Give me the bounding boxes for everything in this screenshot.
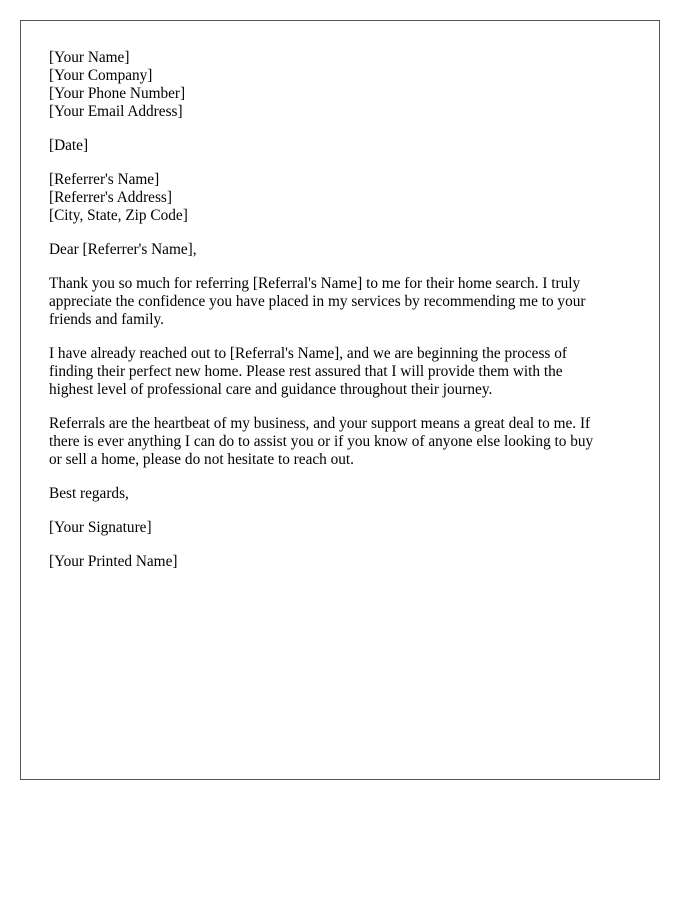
recipient-city-state-zip: [City, State, Zip Code] bbox=[49, 207, 188, 224]
closing-block bbox=[49, 485, 631, 503]
paragraph-line: appreciate the confidence you have placed in my services by recommending me to your bbox=[49, 293, 586, 310]
salutation-block bbox=[49, 241, 631, 259]
sender-name: [Your Name] bbox=[49, 49, 130, 66]
recipient-block bbox=[49, 171, 631, 225]
salutation: Dear [Referrer's Name], bbox=[49, 241, 197, 258]
body-paragraph-1 bbox=[49, 275, 631, 329]
body-paragraph-2 bbox=[49, 345, 631, 399]
paragraph-line: Thank you so much for referring [Referral's Name] to me for their home search. I truly bbox=[49, 275, 581, 292]
letter-date: [Date] bbox=[49, 137, 89, 154]
letter-page bbox=[20, 20, 660, 780]
paragraph-line: finding their perfect new home. Please rest assured that I will provide them with the bbox=[49, 363, 563, 380]
paragraph-line: friends and family. bbox=[49, 311, 164, 328]
paragraph-line: or sell a home, please do not hesitate to reach out. bbox=[49, 451, 354, 468]
printed-name: [Your Printed Name] bbox=[49, 553, 178, 570]
date-block bbox=[49, 137, 631, 155]
paragraph-line: there is ever anything I can do to assist you or if you know of anyone else looking to buy bbox=[49, 433, 594, 450]
printed-name-block bbox=[49, 553, 631, 571]
paragraph-line: highest level of professional care and guidance throughout their journey. bbox=[49, 381, 493, 398]
sender-block bbox=[49, 49, 631, 121]
signature-block bbox=[49, 519, 631, 537]
sender-email: [Your Email Address] bbox=[49, 103, 183, 120]
recipient-address: [Referrer's Address] bbox=[49, 189, 172, 206]
recipient-name: [Referrer's Name] bbox=[49, 171, 160, 188]
sender-phone: [Your Phone Number] bbox=[49, 85, 186, 102]
body-paragraph-3 bbox=[49, 415, 631, 469]
closing: Best regards, bbox=[49, 485, 129, 502]
sender-company: [Your Company] bbox=[49, 67, 153, 84]
paragraph-line: I have already reached out to [Referral's Name], and we are beginning the process of bbox=[49, 345, 567, 362]
signature: [Your Signature] bbox=[49, 519, 152, 536]
paragraph-line: Referrals are the heartbeat of my business, and your support means a great deal to me. If bbox=[49, 415, 591, 432]
